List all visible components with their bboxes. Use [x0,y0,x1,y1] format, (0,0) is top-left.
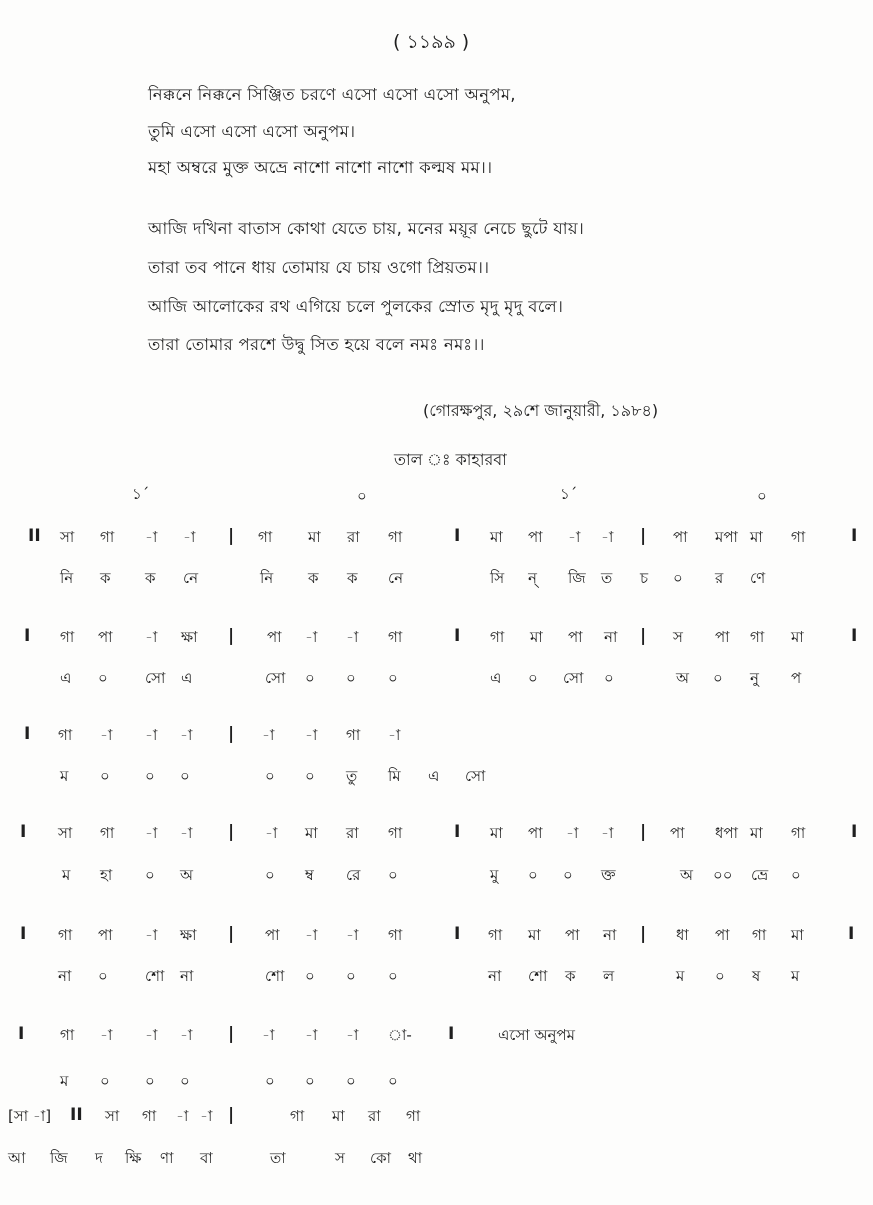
swara-note: গা [142,1107,157,1125]
lyric-syllable: এ [181,669,193,687]
beat-mark: ০ [757,487,767,505]
swara-note: -া [145,1026,158,1044]
lyric-syllable: শো [528,967,548,985]
lyric-syllable: ০ [100,767,110,785]
lyric-syllable: ০ [713,669,723,687]
bar-line: | [640,626,647,646]
lyric-syllable: সো [465,767,486,785]
swara-note: রা [347,528,360,546]
swara-note: গা [406,1107,421,1125]
swara-note: ক্ষা [181,628,198,646]
swara-note: গা [60,628,75,646]
lyric-syllable: সো [145,669,166,687]
swara-note: -া [145,628,158,646]
lyric-syllable: ০ [528,866,538,884]
bar-line: I [851,626,858,646]
lyric-syllable: ০ [563,866,573,884]
lyric-syllable: ক [565,967,576,985]
swara-note: -া [145,824,158,842]
lyric-syllable: হা [100,866,113,884]
swara-note: গা [290,1107,305,1125]
beat-mark: ১´ [560,485,578,503]
lyric-syllable: ০ [346,1072,356,1090]
lyric-syllable: না [488,967,502,985]
lyric-syllable: বা [200,1149,213,1167]
lyric-syllable: ণা [160,1149,174,1167]
beat-mark: ০ [357,487,367,505]
lyric-syllable: ম [676,967,685,985]
lyric-syllable: মু [490,866,499,884]
refrain-text: এসো অনুপম [498,1026,575,1044]
page-number: ( ১১৯৯ ) [393,31,470,53]
lyric-line: আজি আলোকের রথ এগিয়ে চলে পুলকের স্রোত মৃদু মৃদু বলে। [148,297,564,316]
swara-note: পা [565,926,580,944]
lyric-syllable: ০ [98,967,108,985]
swara-note: পা [98,628,113,646]
swara-note: গা [258,528,273,546]
bar-line: | [228,626,235,646]
swara-note: পা [568,628,583,646]
bar-line: I [848,924,855,944]
lyric-syllable: ০ [388,866,398,884]
swara-note: মা [530,628,543,646]
bar-line: I [20,924,27,944]
swara-note: -া [566,824,579,842]
lyric-line: তুমি এসো এসো এসো অনুপম। [148,122,356,141]
lyric-syllable: ০ [145,767,155,785]
swara-note: রা [368,1107,381,1125]
lyric-syllable: ক্ত [601,866,616,884]
swara-note: -া [305,926,318,944]
bar-line: | [228,822,235,842]
swara-note: গা [388,926,403,944]
swara-note: মা [528,926,541,944]
swara-note: না [603,926,617,944]
lyric-syllable: ০ [528,669,538,687]
swara-note: সা [105,1107,120,1125]
swara-note: -া [388,726,401,744]
lyric-syllable: ০ [346,669,356,687]
bar-line: I [454,526,461,546]
lyric-syllable: ০ [265,1072,275,1090]
swara-note: গা [388,628,403,646]
lyric-syllable: ম [62,866,71,884]
swara-note: পা [715,628,730,646]
swara-note: পা [98,926,113,944]
lyric-line: তারা তোমার পরশে উদ্বু সিত হয়ে বলে নমঃ নমঃ।। [148,335,485,354]
lyric-syllable: ম [791,967,800,985]
swara-note: -া [346,926,359,944]
bar-line: II [70,1105,83,1125]
swara-note: গা [752,926,767,944]
lyric-syllable: তু [346,767,358,785]
lyric-syllable: শো [145,967,165,985]
swara-note: -া [145,528,158,546]
swara-note: মা [791,926,804,944]
lyric-syllable: ০ [388,967,398,985]
lyric-syllable: ০ [715,967,725,985]
swara-note: পা [715,926,730,944]
lyric-syllable: ক [100,569,111,587]
swara-note: -া [346,1026,359,1044]
bar-line: | [228,1024,235,1044]
swara-note: [সা -া] [8,1107,52,1125]
lyric-syllable: জি [50,1149,68,1167]
lyric-syllable: এ [428,767,440,785]
lyric-syllable: ০ [265,767,275,785]
swara-note: গা [100,824,115,842]
lyric-syllable: ল [603,967,615,985]
lyric-syllable: শো [265,967,285,985]
swara-note: -া [176,1107,189,1125]
swara-note: -া [145,926,158,944]
swara-note: না [604,628,618,646]
lyric-syllable: ০ [180,1072,190,1090]
lyric-syllable: ভ্রে [751,866,769,884]
lyric-syllable: কো [370,1149,391,1167]
lyric-syllable: ০ [305,967,315,985]
lyric-syllable: সো [265,669,286,687]
lyric-syllable: ম্ব [305,866,314,884]
swara-note: পা [528,528,543,546]
swara-note: -া [305,726,318,744]
lyric-syllable: তা [270,1149,286,1167]
beat-mark: ১´ [132,485,150,503]
swara-note: গা [488,926,503,944]
tala-heading: তাল ঃ কাহারবা [394,450,507,469]
lyric-syllable: ক [308,569,319,587]
lyric-syllable: ০ [305,669,315,687]
swara-note: গা [490,628,505,646]
bar-line: | [228,924,235,944]
swara-note: রা [346,824,359,842]
lyric-syllable: ০০ [713,866,733,884]
lyric-syllable: ণে [750,569,766,587]
bar-line: I [24,626,31,646]
lyric-line: মহা অম্বরে মুক্ত অভ্রে নাশো নাশো নাশো কল্মষ মম।। [148,158,493,177]
lyric-syllable: ০ [791,866,801,884]
swara-note: পা [265,926,280,944]
bar-line: | [228,1105,235,1125]
lyric-line: তারা তব পানে ধায় তোমায় যে চায় ওগো প্রিয়তম।। [148,258,490,277]
lyric-syllable: প [791,669,802,687]
bar-line: | [640,526,647,546]
lyric-syllable: না [180,967,194,985]
bar-line: I [851,526,858,546]
bar-line: I [851,822,858,842]
bar-line: | [640,924,647,944]
lyric-syllable: ০ [346,967,356,985]
lyric-syllable: ত [601,569,613,587]
bar-line: I [20,822,27,842]
swara-note: -া [180,1026,193,1044]
swara-note: ধপা [715,824,738,842]
lyric-syllable: ০ [388,669,398,687]
swara-note: গা [791,528,806,546]
swara-note: গা [750,628,765,646]
swara-note: গা [388,824,403,842]
swara-note: মা [750,824,763,842]
swara-note: স [673,628,683,646]
swara-note: মপা [715,528,738,546]
lyric-syllable: থা [408,1149,423,1167]
swara-note: -া [346,628,359,646]
swara-note: মা [490,824,503,842]
lyric-syllable: ন্ [528,569,537,587]
bar-line: I [454,822,461,842]
swara-note: পা [673,528,688,546]
lyric-syllable: নু [750,669,759,687]
bar-line: II [28,526,41,546]
bar-line: I [18,1024,25,1044]
swara-note: ক্ষা [180,926,197,944]
lyric-line: আজি দখিনা বাতাস কোথা যেতে চায়, মনের ময়ূর নেচে ছুটে যায়। [148,219,585,238]
lyric-syllable: দ [95,1149,103,1167]
swara-note: গা [346,726,361,744]
bar-line: | [640,822,647,842]
composition-note: (গোরক্ষপুর, ২৯শে জানুয়ারী, ১৯৮৪) [423,401,659,420]
swara-note: গা [791,824,806,842]
lyric-syllable: স [335,1149,345,1167]
swara-note: মা [308,528,321,546]
lyric-syllable: ০ [145,1072,155,1090]
swara-note: -া [305,628,318,646]
lyric-syllable: ক [145,569,156,587]
lyric-syllable: ০ [145,866,155,884]
lyric-syllable: রে [346,866,361,884]
swara-note: -া [568,528,581,546]
swara-note: মা [332,1107,345,1125]
lyric-syllable: না [58,967,72,985]
swara-note: -া [180,824,193,842]
lyric-syllable: ০ [604,669,614,687]
swara-note: ধা [676,926,689,944]
bar-line: I [454,626,461,646]
lyric-syllable: ০ [305,767,315,785]
swara-note: পা [670,824,685,842]
lyric-syllable: ম [60,767,69,785]
swara-note: সা [60,528,75,546]
swara-note: -া [200,1107,213,1125]
swara-note: মা [305,824,318,842]
swara-note: -া [262,726,275,744]
swara-note: গা [100,528,115,546]
swara-note: গা [60,1026,75,1044]
lyric-syllable: এ [60,669,72,687]
lyric-syllable: র [715,569,724,587]
swara-note: সা [58,824,73,842]
swara-note: -া [305,1026,318,1044]
bar-line: I [24,724,31,744]
bar-line: I [454,924,461,944]
swara-note: -া [265,824,278,842]
lyric-syllable: অ [680,866,693,884]
swara-note: -া [601,824,614,842]
lyric-syllable: এ [490,669,502,687]
swara-note: মা [791,628,804,646]
lyric-syllable: নে [183,569,199,587]
swara-note: গা [58,926,73,944]
lyric-syllable: জি [568,569,586,587]
swara-note: -া [601,528,614,546]
lyric-syllable: ক্ষি [125,1149,142,1167]
swara-note: পা [267,628,282,646]
lyric-syllable: নি [260,569,274,587]
swara-note: -া [100,1026,113,1044]
swara-note: গা [58,726,73,744]
swara-note: া- [388,1026,412,1044]
bar-line: I [448,1024,455,1044]
lyric-syllable: ম [60,1072,69,1090]
lyric-syllable: ০ [388,1072,398,1090]
lyric-syllable: আ [8,1149,26,1167]
lyric-syllable: ০ [265,866,275,884]
swara-note: -া [180,726,193,744]
swara-note: মা [750,528,763,546]
swara-note: গা [388,528,403,546]
lyric-syllable: ০ [98,669,108,687]
lyric-line: নিক্কনে নিক্কনে সিঞ্জিত চরণে এসো এসো এসো অনুপম, [148,85,516,104]
swara-note: -া [100,726,113,744]
lyric-syllable: অ [676,669,689,687]
lyric-syllable: চ [640,569,649,587]
lyric-syllable: সি [490,569,505,587]
lyric-syllable: ০ [180,767,190,785]
lyric-syllable: মি [388,767,401,785]
lyric-syllable: নি [60,569,74,587]
lyric-syllable: ক [347,569,358,587]
swara-note: -া [262,1026,275,1044]
lyric-syllable: নে [388,569,404,587]
swara-note: পা [528,824,543,842]
lyric-syllable: ষ [752,967,761,985]
lyric-syllable: সো [563,669,584,687]
lyric-syllable: ০ [673,569,683,587]
lyric-syllable: ০ [305,1072,315,1090]
bar-line: | [228,724,235,744]
lyric-syllable: অ [180,866,193,884]
swara-note: মা [490,528,503,546]
lyric-syllable: ০ [100,1072,110,1090]
swara-note: -া [145,726,158,744]
bar-line: | [228,526,235,546]
swara-note: -া [183,528,196,546]
